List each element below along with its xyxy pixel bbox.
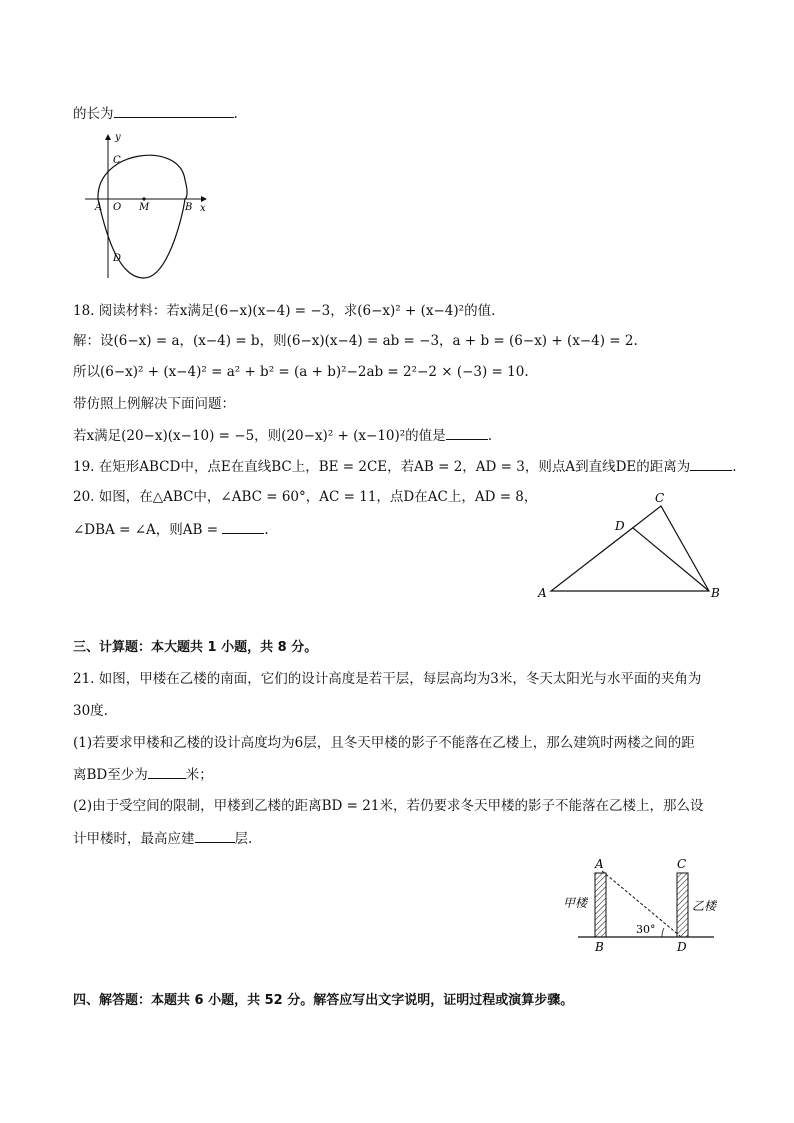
point-m — [142, 197, 145, 200]
label-a: A — [538, 586, 547, 600]
q18-line1: 18. 阅读材料：若x满足(6−x)(x−4) = −3，求(6−x)² + (x−4)²的值. — [73, 303, 496, 319]
label-a: A — [595, 857, 604, 871]
label-b: B — [595, 940, 604, 954]
q18-line5: 若x满足(20−x)(x−10) = −5，则(20−x)² + (x−10)²的值是 . — [73, 425, 492, 446]
q21-line3: (1)若要求甲楼和乙楼的设计高度均为6层，且冬天甲楼的影子不能落在乙楼上，那么建筑时两楼之间的距 — [73, 735, 695, 751]
label-a: A — [95, 202, 103, 213]
label-x: x — [200, 203, 206, 214]
q18-line4: 带仿照上例解决下面问题： — [73, 396, 235, 412]
angle-arc — [662, 928, 664, 937]
q18-line3: 所以(6−x)² + (x−4)² = a² + b² = (a + b)²−2ab = 2²−2 × (−3) = 10. — [73, 364, 529, 380]
q17-blank[interactable] — [114, 103, 234, 118]
label-d: D — [677, 940, 687, 954]
q17-text: 的长为 — [73, 106, 114, 122]
label-jia-building: 甲楼 — [563, 896, 588, 910]
q19-blank[interactable] — [690, 456, 732, 471]
triangle-abc — [551, 506, 709, 591]
q21-line6: 计甲楼时，最高应建 层. — [73, 828, 252, 849]
q21-line5: (2)由于受空间的限制，甲楼到乙楼的距离BD = 21米，若仍要求冬天甲楼的影子不能落在乙楼上，那么设 — [73, 798, 704, 814]
q20-line1: 20. 如图，在△ABC中，∠ABC = 60°，AC = 11，点D在AC上，AD = 8， — [73, 489, 538, 505]
section3-heading: 三、计算题：本大题共 1 小题，共 8 分。 — [73, 640, 318, 655]
label-b: B — [711, 586, 720, 600]
label-d: D — [615, 519, 625, 533]
q20-figure — [535, 488, 725, 603]
label-b: B — [185, 202, 193, 213]
q20-line2: ∠DBA = ∠A，则AB = . — [73, 519, 269, 540]
segment-db — [633, 528, 709, 591]
q19-line: 19. 在矩形ABCD中，点E在直线BC上，BE = 2CE，若AB = 2，AD = 3，则点A到直线DE的距离为 . — [73, 456, 737, 477]
label-yi-building: 乙楼 — [692, 899, 717, 913]
section4-heading: 四、解答题：本题共 6 小题，共 52 分。解答应写出文字说明，证明过程或演算步骤。 — [73, 993, 574, 1008]
label-angle: 30° — [636, 923, 656, 936]
building-yi — [677, 873, 688, 937]
label-c: C — [677, 857, 687, 871]
label-o: O — [113, 202, 122, 213]
q21-line1: 21. 如图，甲楼在乙楼的南面，它们的设计高度是若干层，每层高均为3米，冬天太阳光与水平面的夹角为 — [73, 671, 702, 687]
q20-blank[interactable] — [222, 519, 264, 534]
label-d: D — [113, 253, 122, 264]
q17-tail: 的长为 . — [73, 103, 238, 124]
label-y: y — [115, 132, 121, 143]
label-m: M — [139, 202, 150, 213]
building-jia — [595, 873, 606, 937]
q21-line4: 离BD至少为 米； — [73, 764, 213, 785]
q21-blank1[interactable] — [148, 764, 186, 779]
q18-blank[interactable] — [446, 425, 488, 440]
q17-figure — [82, 130, 212, 282]
oval-curve — [98, 155, 187, 278]
q21-figure — [558, 855, 718, 955]
q21-line2: 30度. — [73, 703, 108, 719]
q21-blank2[interactable] — [195, 828, 235, 843]
q18-line2: 解：设(6−x) = a，(x−4) = b，则(6−x)(x−4) = ab = −3，a + b = (6−x) + (x−4) = 2. — [73, 333, 638, 349]
label-c: C — [113, 155, 121, 166]
label-c: C — [655, 491, 665, 505]
